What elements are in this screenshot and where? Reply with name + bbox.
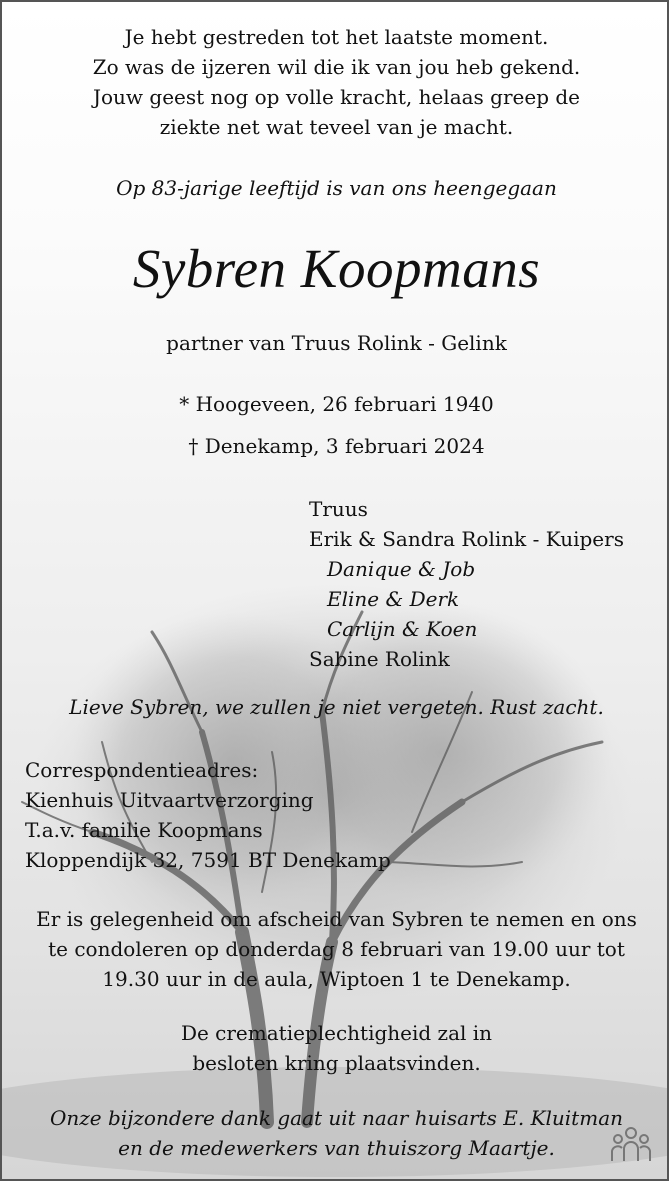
family-other: Sabine Rolink [309, 647, 450, 671]
family-list [309, 494, 624, 674]
poem-line: ziekte net wat teveel van je macht. [159, 115, 514, 139]
condolence-line: te condoleren op donderdag 8 februari van 19.00 uur tot [48, 937, 625, 961]
thanks-line: en de medewerkers van thuiszorg Maartje. [118, 1136, 555, 1160]
cremation-info [2, 1018, 669, 1078]
condolence-line: Er is gelegenheid om afscheid van Sybren te nemen en ons [36, 907, 637, 931]
thanks-text [2, 1103, 669, 1163]
cremation-line: besloten kring plaatsvinden. [192, 1051, 481, 1075]
address-line: Kloppendijk 32, 7591 BT Denekamp [25, 848, 391, 872]
family-grandchildren: Carlijn & Koen [327, 617, 478, 641]
family-child: Erik & Sandra Rolink - Kuipers [309, 527, 624, 551]
condolence-line: 19.30 uur in de aula, Wiptoen 1 te Denekamp. [102, 967, 571, 991]
poem-line: Zo was de ijzeren wil die ik van jou heb gekend. [92, 55, 581, 79]
family-grandchildren: Eline & Derk [327, 587, 460, 611]
poem [2, 22, 669, 142]
birth-date: * Hoogeveen, 26 februari 1940 [179, 392, 494, 416]
address-line: T.a.v. familie Koopmans [25, 818, 263, 842]
people-logo-icon [609, 1125, 653, 1165]
address-line: Correspondentieadres: [25, 758, 259, 782]
partner-text: partner van Truus Rolink - Gelink [166, 331, 507, 355]
condolence-info [2, 904, 669, 994]
intro-text: Op 83-jarige leeftijd is van ons heengegaan [116, 176, 557, 200]
cremation-line: De crematieplechtigheid zal in [180, 1021, 493, 1045]
poem-line: Jouw geest nog op volle kracht, helaas greep de [92, 85, 580, 109]
address-line: Kienhuis Uitvaartverzorging [25, 788, 314, 812]
thanks-line: Onze bijzondere dank gaat uit naar huisarts E. Kluitman [49, 1106, 623, 1130]
correspondence-address [25, 755, 391, 875]
family-spouse: Truus [309, 497, 368, 521]
poem-line: Je hebt gestreden tot het laatste moment. [124, 25, 549, 49]
deceased-name: Sybren Koopmans [132, 238, 541, 299]
family-grandchildren: Danique & Job [327, 557, 476, 581]
closing-words: Lieve Sybren, we zullen je niet vergeten. Rust zacht. [69, 695, 604, 719]
death-date: † Denekamp, 3 februari 2024 [188, 434, 485, 458]
